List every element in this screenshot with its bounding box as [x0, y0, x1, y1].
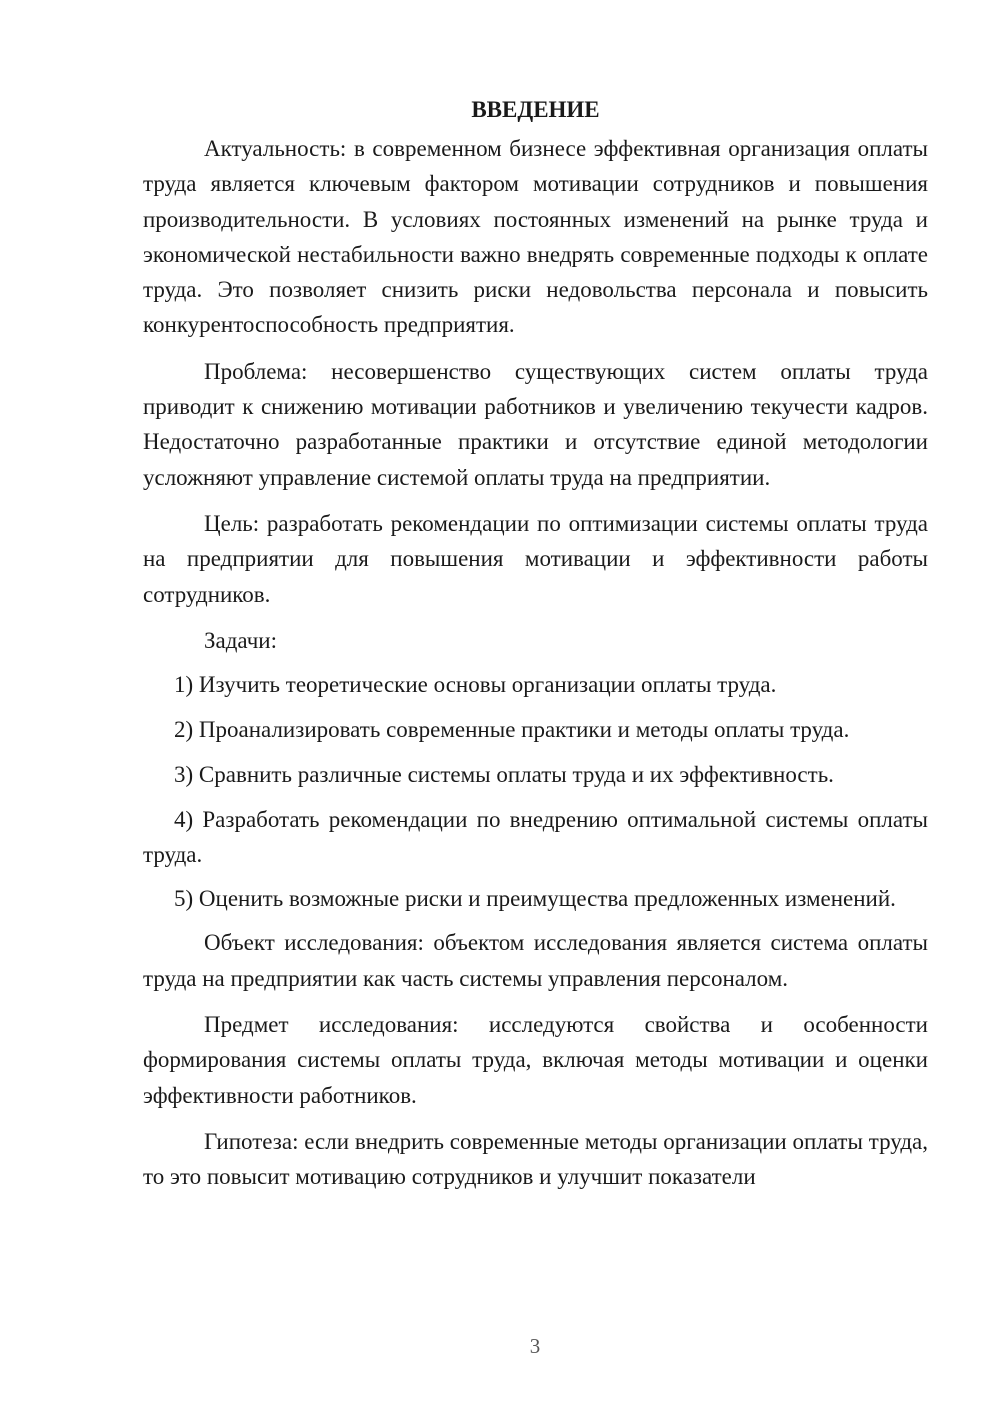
- paragraph-subject: Предмет исследования: исследуются свойства и особенности формирования системы оплаты труда, включая методы мотивации и оценки эффективности работников.: [143, 1012, 928, 1108]
- tasks-heading: Задачи:: [204, 627, 277, 653]
- page-title: ВВЕДЕНИЕ: [471, 97, 600, 122]
- task-item: 5) Оценить возможные риски и преимущества предложенных изменений.: [174, 886, 896, 912]
- paragraph-hypothesis: Гипотеза: если внедрить современные методы организации оплаты труда, то это повысит мотивацию сотрудников и улучшит показатели: [143, 1128, 928, 1190]
- task-item: 2) Проанализировать современные практики и методы оплаты труда.: [174, 716, 850, 742]
- page-number: 3: [529, 1334, 541, 1358]
- task-item: 1) Изучить теоретические основы организации оплаты труда.: [174, 672, 777, 698]
- paragraph-goal: Цель: разработать рекомендации по оптимизации системы оплаты труда на предприятии для повышения мотивации и эффективности работы сотрудников.: [143, 510, 928, 607]
- task-item: 3) Сравнить различные системы оплаты труда и их эффективность.: [174, 761, 834, 787]
- paragraph-problem: Проблема: несовершенство существующих систем оплаты труда приводит к снижению мотивации работников и увеличению текучести кадров. Недостаточно разработанные практики и отсутствие единой методологии усложняют управление системой оплаты труда на предприятии.: [143, 358, 928, 490]
- page-content: [143, 92, 928, 1195]
- task-item: 4) Разработать рекомендации по внедрению оптимальной системы оплаты труда.: [143, 806, 928, 867]
- paragraph-object: Объект исследования: объектом исследования является система оплаты труда на предприятии как часть системы управления персоналом.: [143, 930, 928, 991]
- paragraph-relevance: Актуальность: в современном бизнесе эффективная организация оплаты труда является ключевым фактором мотивации сотрудников и повышения производительности. В условиях постоянных изменений на рынке труда и экономической нестабильности важно внедрять современные подходы к оплате труда. Это позволяет снизить риски недовольства персонала и повысить конкурентоспособность предприятия.: [143, 136, 928, 338]
